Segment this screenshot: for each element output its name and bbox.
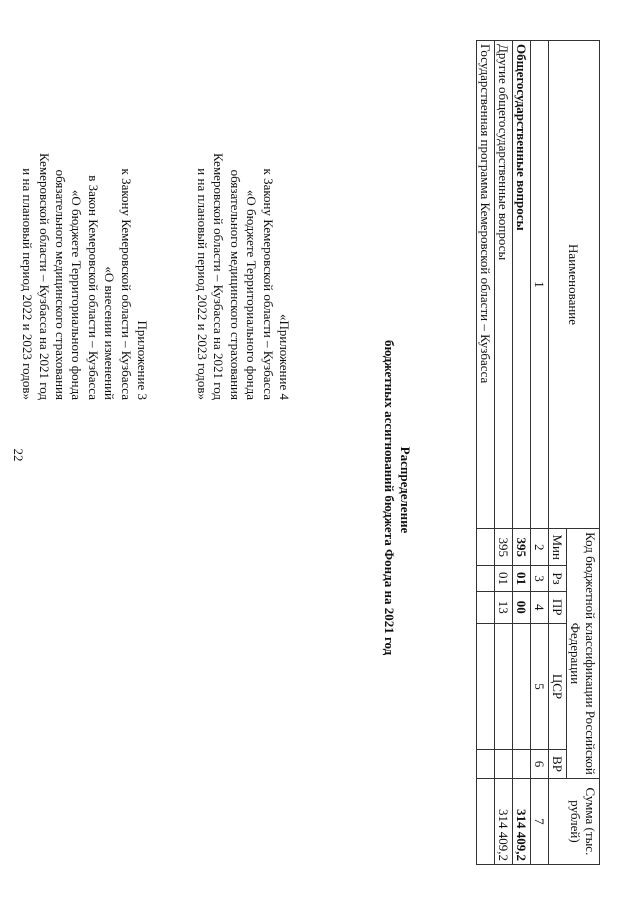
row-sum: 314 409,2 — [495, 778, 513, 864]
budget-allocation-table — [476, 40, 600, 865]
row-name: Общегосударственные вопросы — [513, 41, 531, 529]
row-rz: 01 — [513, 566, 531, 591]
appendix-3-line: в Закон Кемеровской области – Кузбасса — [85, 175, 101, 400]
header-pr: ПР — [549, 591, 567, 623]
row-csr — [477, 623, 495, 749]
appendix-3-line: Кемеровской области – Кузбасса на 2021 год — [36, 153, 52, 400]
col-number: 5 — [531, 623, 549, 749]
appendix-3-line: к Закону Кемеровской области – Кузбасса — [118, 168, 134, 400]
appendix-3-line: обязательного медицинского страхования — [52, 169, 68, 400]
table-row — [513, 41, 531, 865]
row-min: 395 — [513, 529, 531, 566]
header-sum: Сумма (тыс. рублей) — [549, 778, 600, 864]
appendix-4-line: Кемеровской области – Кузбасса на 2021 год — [211, 153, 227, 400]
col-number: 6 — [531, 750, 549, 779]
appendix-4-line: и на плановый период 2022 и 2023 годов» — [194, 168, 210, 400]
header-row — [567, 41, 600, 865]
row-csr — [495, 623, 513, 749]
row-sum — [477, 778, 495, 864]
title-line-1: Распределение — [398, 446, 413, 534]
appendix-3-header — [19, 60, 150, 400]
header-vr: ВР — [549, 750, 567, 779]
appendix-3-line: Приложение 3 — [135, 320, 150, 400]
row-pr: 00 — [513, 591, 531, 623]
table-row — [477, 41, 495, 865]
header-rz: Рз — [549, 566, 567, 591]
title-line-2: бюджетных ассигнований бюджета Фонда на 2021 год — [382, 340, 397, 656]
header-code-group: Код бюджетной классификации Российской Федерации — [567, 529, 600, 779]
table-row — [495, 41, 513, 865]
appendix-3-line: «О внесении изменений — [102, 266, 118, 400]
row-name: Государственная программа Кемеровской области – Кузбасса — [477, 41, 495, 529]
row-csr — [513, 623, 531, 749]
header-csr: ЦСР — [549, 623, 567, 749]
row-rz: 01 — [495, 566, 513, 591]
row-vr — [477, 750, 495, 779]
col-number: 4 — [531, 591, 549, 623]
appendix-3-line: «О бюджете Территориального фонда — [69, 189, 85, 400]
col-number: 7 — [531, 778, 549, 864]
appendix-4-line: «Приложение 4 — [277, 313, 292, 400]
row-min — [477, 529, 495, 566]
row-rz — [477, 566, 495, 591]
row-pr: 13 — [495, 591, 513, 623]
appendix-4-line: «О бюджете Территориального фонда — [244, 189, 260, 400]
appendix-4-line: к Закону Кемеровской области – Кузбасса — [260, 168, 276, 400]
header-name: Наименование — [549, 41, 600, 529]
header-min: Мин — [549, 529, 567, 566]
col-number: 3 — [531, 566, 549, 591]
row-vr — [495, 750, 513, 779]
col-number: 2 — [531, 529, 549, 566]
column-number-row — [531, 41, 549, 865]
row-name: Другие общегосударственные вопросы — [495, 41, 513, 529]
row-min: 395 — [495, 529, 513, 566]
col-number: 1 — [531, 41, 549, 529]
appendix-3-line: и на плановый период 2022 и 2023 годов» — [20, 168, 36, 400]
appendix-4-header — [194, 60, 292, 400]
document-title — [381, 340, 413, 656]
row-vr — [513, 750, 531, 779]
appendix-4-line: обязательного медицинского страхования — [227, 169, 243, 400]
row-pr — [477, 591, 495, 623]
row-sum: 314 409,2 — [513, 778, 531, 864]
page-number: 22 — [11, 448, 26, 462]
